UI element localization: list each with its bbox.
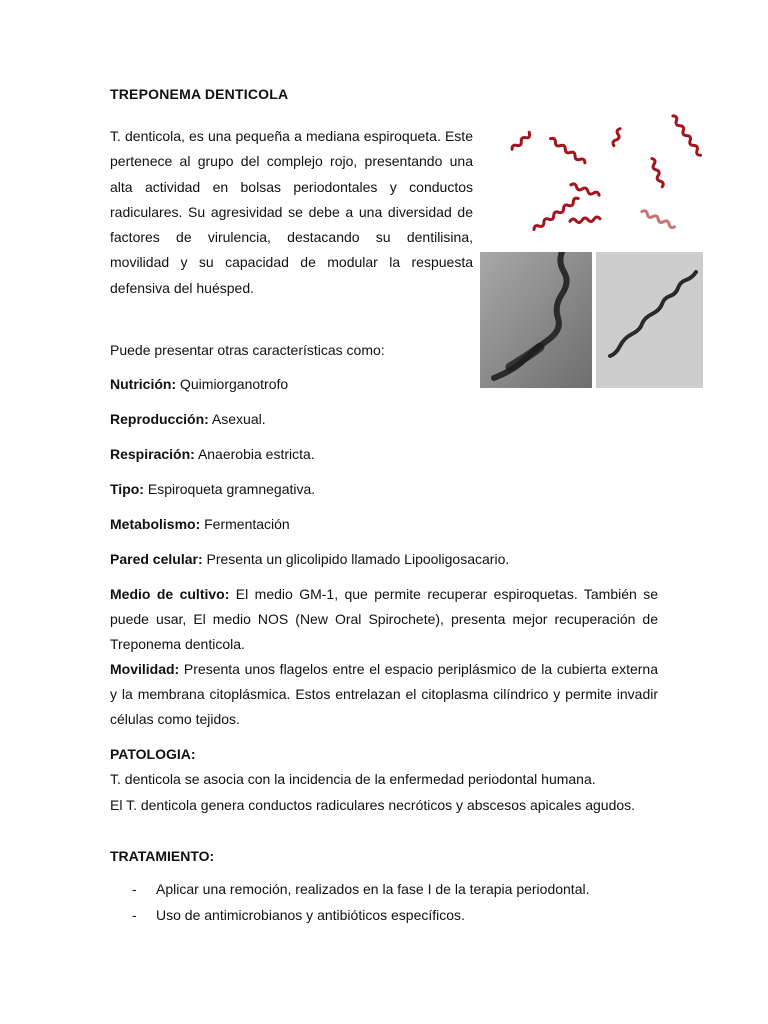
property-pared-celular [110, 547, 658, 572]
property-value: El medio GM-1, que permite recuperar espiroquetas. También se puede usar, El medio NOS (New Oral Spirochete), presenta mejor recuperación de Treponema denticola. [110, 586, 658, 652]
property-value: Presenta un glicolipido llamado Lipooligosacario. [206, 551, 510, 567]
property-label: Nutrición: [110, 376, 177, 392]
intro-paragraph: T. denticola, es una pequeña a mediana espiroqueta. Este pertenece al grupo del complejo rojo, presentando una alta actividad en bolsas periodontales y conductos radiculares. Su agresividad se debe a una diversidad de factores de virulencia, destacando su dentilisina, movilidad y su capacidad de modular la respuesta defensiva del huésped. [110, 128, 473, 296]
patologia-heading: PATOLOGIA: [110, 746, 196, 762]
property-nutricion [110, 372, 658, 397]
property-label: Medio de cultivo: [110, 586, 230, 602]
list-item: - Uso de antimicrobianos y antibióticos específicos. [110, 902, 658, 928]
patologia-paragraph: T. denticola se asocia con la incidencia de la enfermedad periodontal humana. [110, 771, 596, 787]
property-label: Pared celular: [110, 551, 203, 567]
property-movilidad [110, 657, 658, 732]
property-label: Respiración: [110, 446, 195, 462]
property-value: Quimiorganotrofo [180, 376, 289, 392]
property-label: Reproducción: [110, 411, 209, 427]
property-reproduccion [110, 407, 658, 432]
property-label: Movilidad: [110, 661, 180, 677]
property-respiracion [110, 442, 658, 467]
property-value: Presenta unos flagelos entre el espacio periplásmico de la cubierta externa y la membrana citoplásmica. Estos entrelazan el citoplasma cilíndrico y permite invadir células como tejidos. [110, 661, 658, 727]
characteristics-intro: Puede presentar otras características como: [110, 342, 385, 358]
spirochete-illustration [500, 100, 708, 245]
property-metabolismo [110, 512, 658, 537]
property-tipo [110, 477, 658, 502]
tratamiento-heading: TRATAMIENTO: [110, 848, 215, 864]
property-value: Anaerobia estricta. [197, 446, 315, 462]
document-title: TREPONEMA DENTICOLA [110, 86, 289, 102]
property-value: Fermentación [204, 516, 290, 532]
micrograph-right [596, 252, 703, 388]
tratamiento-list [110, 876, 658, 928]
patologia-paragraph: El T. denticola genera conductos radiculares necróticos y abscesos apicales agudos. [110, 797, 636, 813]
property-label: Metabolismo: [110, 516, 201, 532]
micrograph-left [480, 252, 592, 388]
list-item: - Aplicar una remoción, realizados en la fase I de la terapia periodontal. [110, 876, 658, 902]
property-value: Asexual. [211, 411, 266, 427]
property-label: Tipo: [110, 481, 144, 497]
property-medio-cultivo [110, 582, 658, 657]
property-value: Espiroqueta gramnegativa. [147, 481, 316, 497]
